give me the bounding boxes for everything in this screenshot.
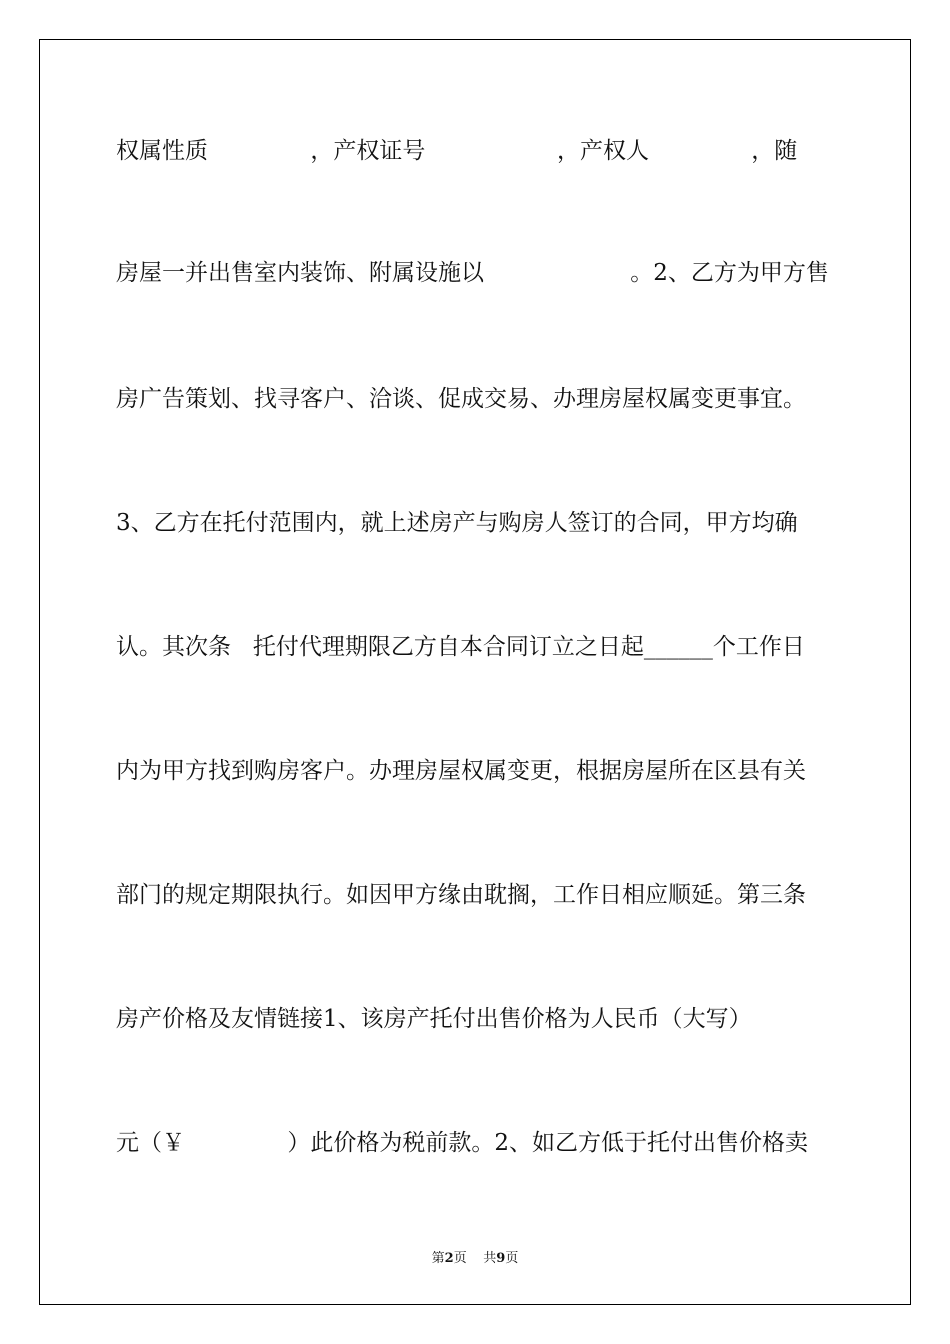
page-number: 2 — [444, 1251, 454, 1266]
text-line-4: 3、乙方在托付范围内，就上述房产与购房人签订的合同，甲方均确 — [116, 510, 798, 536]
page-prefix: 第 — [431, 1251, 445, 1266]
text-line-9: 元（￥ ）此价格为税前款。2、如乙方低于托付出售价格卖 — [116, 1130, 808, 1156]
page-border — [39, 39, 911, 1305]
text-line-3: 房广告策划、找寻客户、洽谈、促成交易、办理房屋权属变更事宜。 — [116, 386, 806, 412]
total-suffix: 页 — [505, 1251, 519, 1266]
page-suffix: 页 — [453, 1251, 467, 1266]
page-footer — [0, 1247, 950, 1266]
total-prefix: 共 — [483, 1251, 497, 1266]
text-line-5: 认。其次条 托付代理期限乙方自本合同订立之日起______个工作日 — [116, 634, 805, 660]
total-pages: 9 — [496, 1251, 506, 1266]
text-line-7: 部门的规定期限执行。如因甲方缘由耽搁，工作日相应顺延。第三条 — [116, 882, 806, 908]
text-line-6: 内为甲方找到购房客户。办理房屋权属变更，根据房屋所在区县有关 — [116, 758, 806, 784]
text-line-2: 房屋一并出售室内装饰、附属设施以 。2、乙方为甲方售 — [116, 260, 829, 286]
text-line-8: 房产价格及友情链接1、该房产托付出售价格为人民币（大写） — [116, 1006, 752, 1032]
text-line-1: 权属性质 ，产权证号 ，产权人 ，随 — [116, 138, 798, 164]
